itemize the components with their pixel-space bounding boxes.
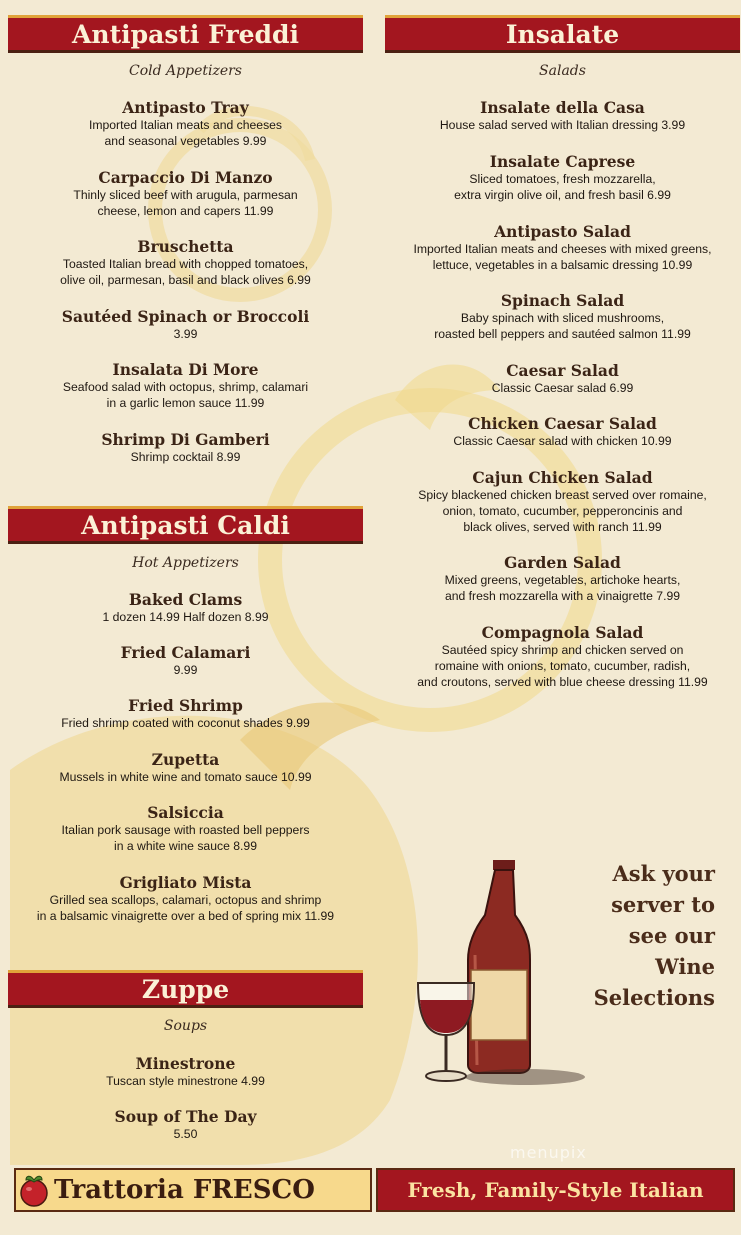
menu-item	[380, 468, 741, 535]
item-desc: onion, tomato, cucumber, pepperoncinis and	[442, 504, 683, 518]
item-name: Insalate della Casa	[480, 98, 645, 117]
item-desc: Sautéed spicy shrimp and chicken served on	[441, 643, 684, 657]
wine-bottle-icon	[468, 860, 530, 1073]
wine-promo	[575, 858, 715, 1013]
item-desc: Seafood salad with octopus, shrimp, calamari	[62, 380, 309, 394]
item-name: Insalata Di More	[112, 360, 259, 379]
section-subtitle: Soups	[163, 1018, 208, 1034]
wine-illustration	[405, 855, 585, 1090]
item-desc: and seasonal vegetables 9.99	[104, 134, 267, 148]
menu-item	[380, 553, 741, 604]
item-name: Soup of The Day	[114, 1107, 257, 1126]
item-desc: Imported Italian meats and cheeses with mixed greens,	[413, 242, 712, 256]
section-title: Antipasti Freddi	[72, 19, 299, 49]
item-desc: Sliced tomatoes, fresh mozzarella,	[469, 172, 656, 186]
section-title: Insalate	[505, 19, 620, 49]
item-desc: Fried shrimp coated with coconut shades 9.99	[61, 716, 310, 730]
item-desc: Tuscan style minestrone 4.99	[106, 1074, 265, 1088]
wine-promo-line: server to	[611, 892, 715, 917]
menu-item	[380, 152, 741, 203]
brand-name: Trattoria FRESCO	[54, 1175, 315, 1205]
item-desc: 9.99	[173, 663, 198, 677]
item-desc: Italian pork sausage with roasted bell peppers	[61, 823, 310, 837]
item-desc: and fresh mozzarella with a vinaigrette 7.99	[444, 589, 681, 603]
item-desc: Baby spinach with sliced mushrooms,	[460, 311, 665, 325]
item-name: Cajun Chicken Salad	[472, 468, 653, 487]
item-desc: in a white wine sauce 8.99	[114, 839, 257, 853]
item-desc: Shrimp cocktail 8.99	[130, 450, 241, 464]
menu-item	[380, 361, 741, 396]
item-name: Chicken Caesar Salad	[468, 414, 657, 433]
item-desc: black olives, served with ranch 11.99	[463, 520, 662, 534]
item-desc: romaine with onions, tomato, cucumber, radish,	[434, 659, 691, 673]
tomato-logo-icon	[18, 1172, 50, 1208]
item-desc: Mixed greens, vegetables, artichoke hearts,	[444, 573, 681, 587]
item-name: Caesar Salad	[506, 361, 619, 380]
item-desc: Toasted Italian bread with chopped tomatoes,	[62, 257, 309, 271]
wine-promo-line: Ask your	[612, 861, 715, 886]
item-name: Baked Clams	[128, 590, 243, 609]
item-name: Antipasto Salad	[494, 222, 631, 241]
item-desc: lettuce, vegetables in a balsamic dressing 10.99	[432, 258, 693, 272]
item-desc: Mussels in white wine and tomato sauce 10.99	[59, 770, 312, 784]
wine-promo-line: Wine	[655, 954, 715, 979]
section-subtitle: Hot Appetizers	[132, 555, 239, 571]
insalate-items	[380, 0, 741, 700]
item-desc: House salad served with Italian dressing 3.99	[439, 118, 686, 132]
item-desc: 5.50	[173, 1127, 198, 1141]
menu-item	[380, 414, 741, 449]
item-desc: in a garlic lemon sauce 11.99	[106, 396, 265, 410]
section-subtitle: Cold Appetizers	[129, 63, 242, 79]
wine-promo-line: see our	[628, 923, 715, 948]
footer-brand-bar	[14, 1168, 372, 1212]
item-name: Garden Salad	[504, 553, 621, 572]
menu-item	[380, 98, 741, 133]
section-title: Zuppe	[141, 974, 230, 1004]
item-desc: Spicy blackened chicken breast served over romaine,	[418, 488, 707, 502]
item-name: Bruschetta	[137, 237, 234, 256]
item-desc: Grilled sea scallops, calamari, octopus and shrimp	[49, 893, 322, 907]
item-name: Fried Calamari	[120, 643, 251, 662]
item-name: Insalate Caprese	[489, 152, 636, 171]
item-name: Grigliato Mista	[119, 873, 252, 892]
menu-item	[380, 222, 741, 273]
item-desc: Classic Caesar salad with chicken 10.99	[453, 434, 672, 448]
item-desc: 1 dozen 14.99 Half dozen 8.99	[102, 610, 269, 624]
item-name: Shrimp Di Gamberi	[101, 430, 270, 449]
item-desc: olive oil, parmesan, basil and black olives 6.99	[60, 273, 311, 287]
menu-item	[8, 1054, 363, 1089]
tagline: Fresh, Family-Style Italian	[407, 1178, 704, 1202]
menu-item	[380, 291, 741, 342]
item-desc: Imported Italian meats and cheeses	[88, 118, 283, 132]
item-name: Antipasto Tray	[122, 98, 249, 117]
wine-glass-icon	[418, 983, 474, 1081]
menu-item	[8, 1107, 363, 1142]
item-desc: Thinly sliced beef with arugula, parmesan	[73, 188, 298, 202]
item-name: Sautéed Spinach or Broccoli	[61, 307, 310, 326]
item-desc: in a balsamic vinaigrette over a bed of spring mix 11.99	[36, 909, 335, 923]
item-desc: extra virgin olive oil, and fresh basil 6.99	[454, 188, 671, 202]
item-desc: and croutons, served with blue cheese dressing 11.99	[417, 675, 708, 689]
item-desc: 3.99	[173, 327, 198, 341]
item-name: Fried Shrimp	[128, 696, 243, 715]
watermark: menupix	[510, 1143, 587, 1162]
item-name: Spinach Salad	[500, 291, 625, 310]
menu-item	[380, 623, 741, 690]
item-desc: roasted bell peppers and sautéed salmon 11.99	[434, 327, 691, 341]
item-name: Carpaccio Di Manzo	[98, 168, 273, 187]
item-name: Salsiccia	[147, 803, 224, 822]
section-title: Antipasti Caldi	[81, 510, 290, 540]
item-desc: cheese, lemon and capers 11.99	[97, 204, 274, 218]
zuppe-items	[8, 0, 363, 1150]
section-subtitle: Salads	[539, 63, 586, 79]
item-desc: Classic Caesar salad 6.99	[491, 381, 634, 395]
wine-promo-line: Selections	[593, 985, 715, 1010]
item-name: Minestrone	[135, 1054, 236, 1073]
footer-tagline-bar	[376, 1168, 735, 1212]
item-name: Compagnola Salad	[481, 623, 644, 642]
item-name: Zupetta	[151, 750, 220, 769]
